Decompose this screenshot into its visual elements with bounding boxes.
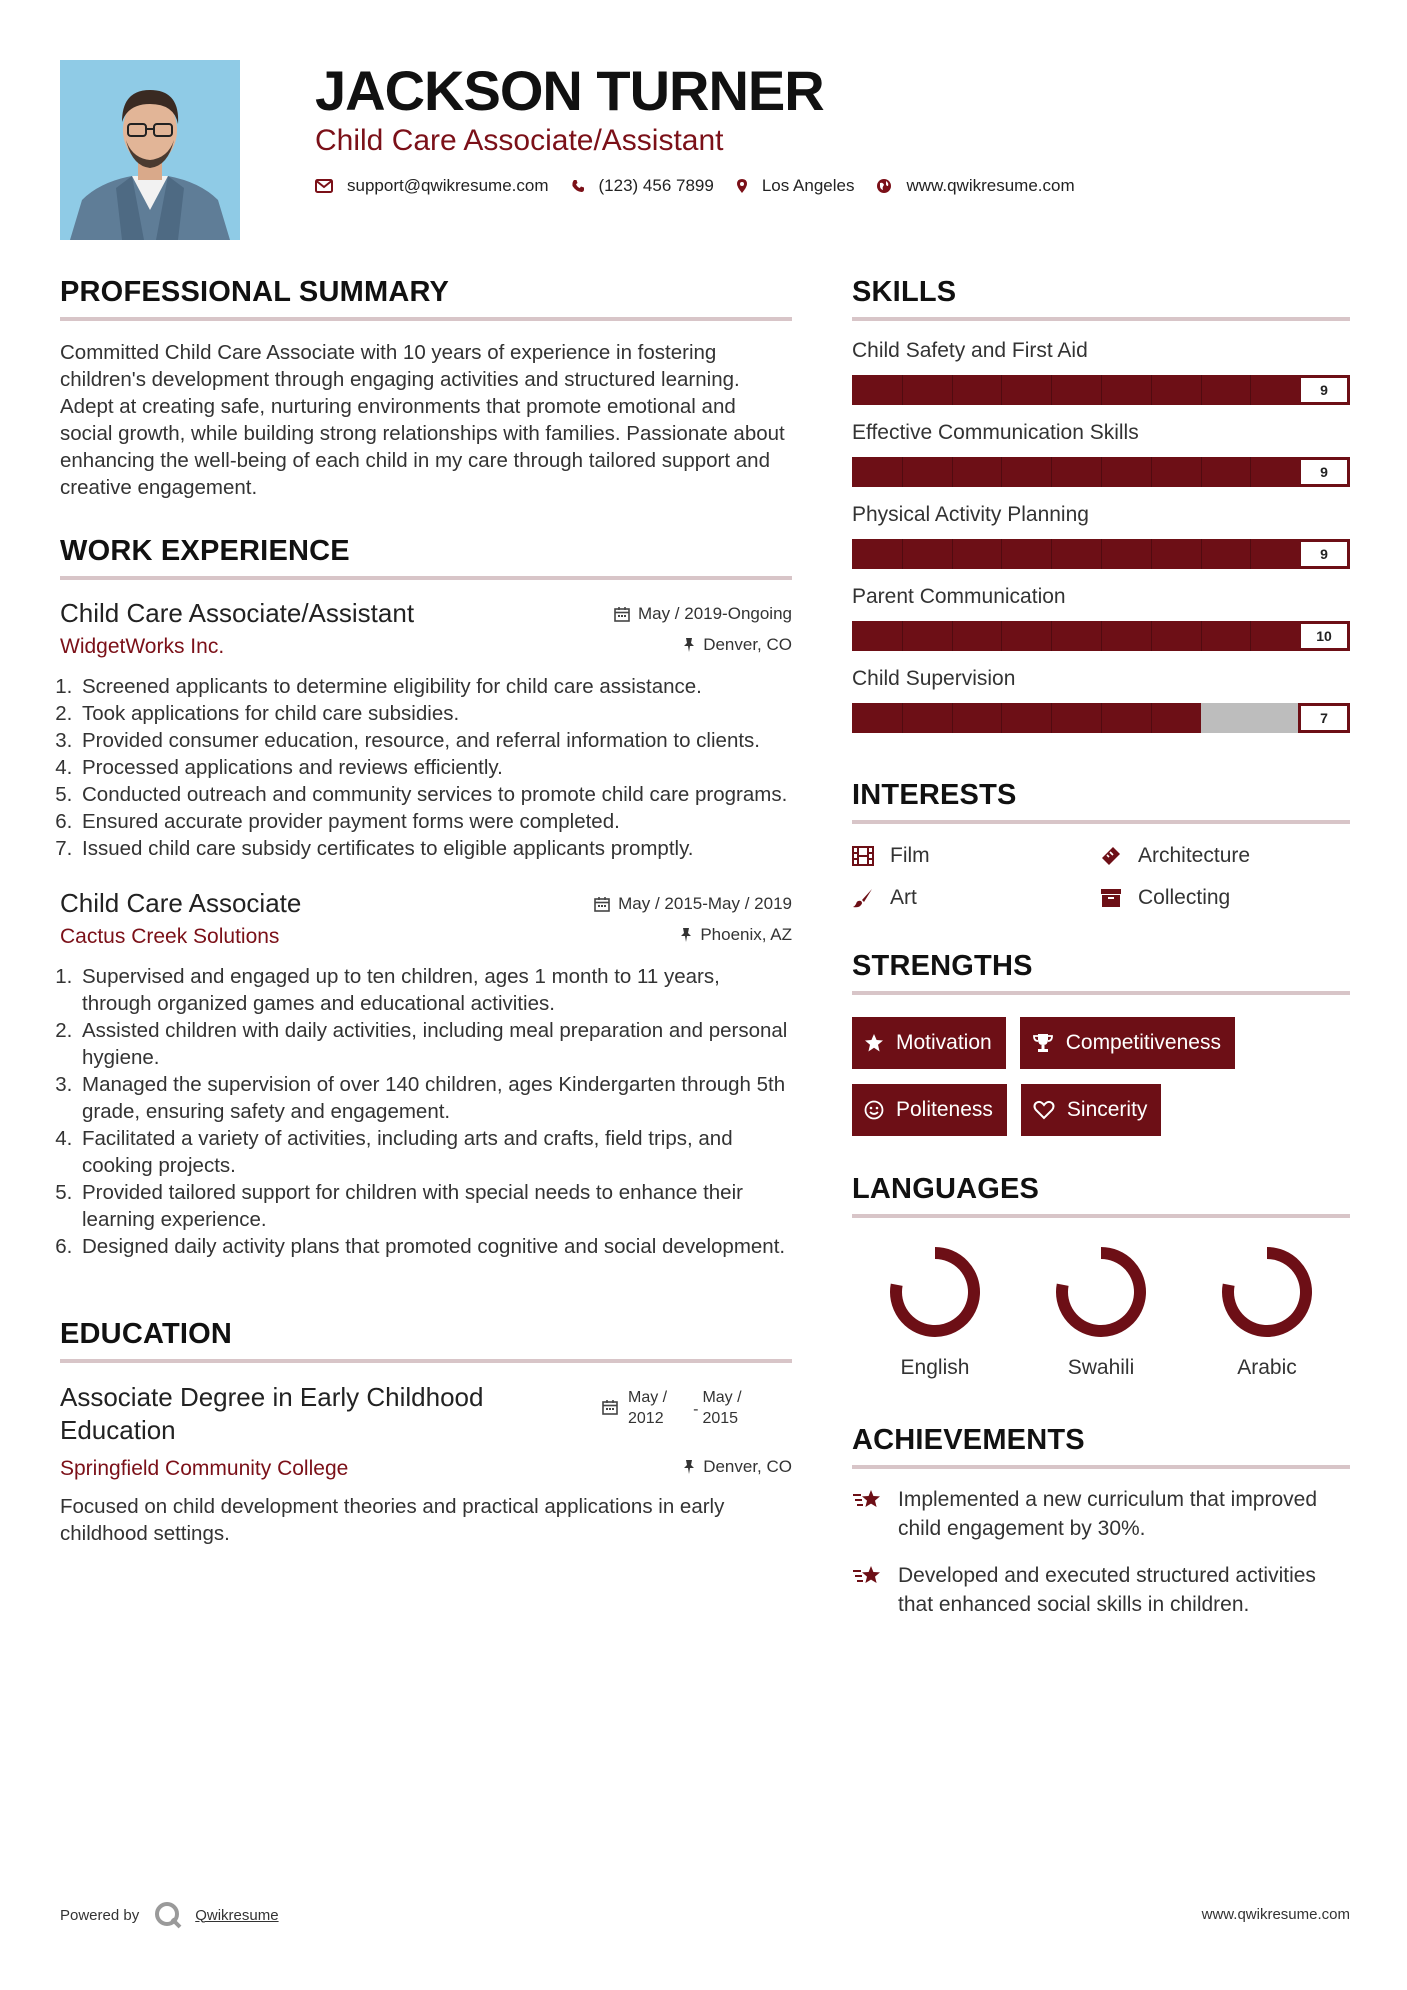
duty-item: 3. Managed the supervision of over 140 children, ages Kindergarten through 5th grade, ensuring safety and engagement.	[78, 1071, 792, 1125]
film-icon	[852, 846, 874, 866]
degree-title: Associate Degree in Early Childhood Education	[60, 1382, 484, 1445]
date-start	[628, 1387, 667, 1429]
language-item	[852, 1246, 1018, 1380]
calendar-icon	[614, 606, 630, 622]
footer-website[interactable]: www.qwikresume.com	[1201, 1906, 1350, 1923]
strength-label: Motivation	[896, 1031, 992, 1054]
skills-heading: SKILLS	[852, 276, 1350, 321]
skill-level: 9	[1298, 375, 1350, 405]
education-description: Focused on child development theories and practical applications in early childhood settings.	[60, 1495, 725, 1545]
language-ring	[889, 1246, 981, 1338]
achievements-list	[852, 1485, 1350, 1619]
education-heading: EDUCATION	[60, 1318, 792, 1363]
summary-text: Committed Child Care Associate with 10 years of experience in fostering children's development through engaging activities and structured learning. Adept at creating safe, nurturing environments that promote emotional and social growth, while building strong relationships with families. Passionate about enhancing the well-being of each child in my care through tailored support and creative engagement.	[60, 341, 785, 499]
skill-segment	[1101, 457, 1151, 487]
skill-item	[852, 339, 1350, 405]
contact-phone[interactable]	[571, 176, 714, 196]
skill-segment	[1001, 539, 1051, 569]
duty-item: 3. Provided consumer education, resource, and referral information to clients.	[78, 727, 792, 754]
qwikresume-link[interactable]: Qwikresume	[195, 1906, 279, 1924]
language-label: Arabic	[1237, 1356, 1297, 1379]
contact-website[interactable]	[876, 176, 1074, 196]
job-title: Child Care Associate/Assistant	[60, 598, 415, 628]
job-location-text: Denver, CO	[703, 635, 792, 654]
education-location	[683, 1457, 792, 1477]
language-item	[1018, 1246, 1184, 1380]
trophy-icon	[1032, 1033, 1054, 1053]
job-date	[594, 894, 792, 914]
duty-item: 5. Provided tailored support for children with special needs to enhance their learning experience.	[78, 1179, 792, 1233]
skill-segment	[1151, 703, 1201, 733]
contact-bar	[315, 176, 1097, 196]
heart-icon	[1033, 1100, 1055, 1120]
strength-badge	[1021, 1084, 1162, 1136]
calendar-icon	[594, 896, 610, 912]
skill-name: Child Safety and First Aid	[852, 339, 1088, 362]
interest-label: Architecture	[1138, 844, 1251, 867]
skill-item	[852, 503, 1350, 569]
skill-segment	[1201, 375, 1251, 405]
job-subheader	[60, 635, 792, 659]
skill-segment	[1051, 703, 1101, 733]
education-subheader	[60, 1457, 792, 1481]
skill-segment	[852, 375, 902, 405]
languages-heading: LANGUAGES	[852, 1173, 1350, 1218]
achievement-text: Developed and executed structured activities that enhanced social skills in children.	[898, 1564, 1316, 1616]
powered-by-label: Powered by	[60, 1906, 140, 1924]
skill-segment	[952, 375, 1002, 405]
job-company: Cactus Creek Solutions	[60, 925, 280, 948]
skill-segment	[852, 457, 902, 487]
contact-email[interactable]	[315, 176, 549, 196]
duty-item: 6. Designed daily activity plans that promoted cognitive and social development.	[78, 1233, 792, 1260]
strength-badge	[852, 1084, 1007, 1136]
map-pin-icon	[736, 178, 748, 194]
language-label: English	[900, 1356, 970, 1379]
skill-segment	[1101, 539, 1151, 569]
language-item	[1184, 1246, 1350, 1380]
globe-icon	[876, 178, 892, 194]
interests-list	[852, 844, 1350, 910]
skill-segment	[1051, 375, 1101, 405]
job-title: Child Care Associate	[60, 888, 302, 918]
achievement-text: Implemented a new curriculum that improved child engagement by 30%.	[898, 1488, 1318, 1540]
duty-item: 4. Processed applications and reviews efficiently.	[78, 754, 792, 781]
job-entry	[60, 598, 792, 862]
skill-segment	[1101, 375, 1151, 405]
job-header	[60, 598, 792, 629]
skill-segment	[1151, 539, 1201, 569]
skill-segment	[952, 621, 1002, 651]
job-date-text: May / 2015-May / 2019	[618, 894, 792, 913]
skill-segment	[1250, 457, 1300, 487]
job-date	[614, 604, 792, 624]
contact-location	[736, 176, 855, 196]
skill-segment	[1101, 621, 1151, 651]
duty-item: 5. Conducted outreach and community services to promote child care programs.	[78, 781, 792, 808]
job-header	[60, 888, 792, 919]
pushpin-icon	[683, 637, 695, 653]
language-ring	[1221, 1246, 1313, 1338]
duty-item: 2. Assisted children with daily activities, including meal preparation and personal hygiene.	[78, 1017, 792, 1071]
interest-item	[852, 844, 1100, 868]
interest-label: Art	[890, 886, 917, 909]
pushpin-icon	[680, 927, 692, 943]
duty-item: 4. Facilitated a variety of activities, including arts and crafts, field trips, and cooking projects.	[78, 1125, 792, 1179]
strengths-list	[852, 1017, 1350, 1151]
calendar-icon	[602, 1399, 618, 1415]
contact-phone-text: (123) 456 7899	[598, 176, 714, 195]
skill-segment	[1151, 375, 1201, 405]
education-header	[60, 1381, 792, 1447]
education-entry	[60, 1381, 792, 1547]
skill-segment	[1151, 621, 1201, 651]
skill-segment	[902, 703, 952, 733]
skill-segment	[1001, 703, 1051, 733]
skill-segment	[1151, 457, 1201, 487]
duty-list	[78, 963, 792, 1260]
interest-label: Collecting	[1138, 886, 1231, 909]
skill-item	[852, 585, 1350, 651]
contact-location-text: Los Angeles	[761, 176, 855, 195]
paintbrush-icon	[852, 887, 874, 909]
school-name: Springfield Community College	[60, 1457, 349, 1480]
skill-segment	[1201, 539, 1251, 569]
candidate-name: JACKSON TURNER	[315, 59, 824, 122]
strength-label: Competitiveness	[1065, 1031, 1221, 1054]
date-start-month: May /	[628, 1389, 668, 1406]
skill-segment	[852, 539, 902, 569]
duty-item: 1. Screened applicants to determine eligibility for child care assistance.	[78, 673, 792, 700]
strength-badge	[1020, 1017, 1235, 1069]
candidate-title: Child Care Associate/Assistant	[315, 124, 724, 157]
education-location-text: Denver, CO	[703, 1457, 792, 1476]
footer-powered-by	[60, 1900, 279, 1930]
job-entry	[60, 888, 792, 1260]
summary-heading: PROFESSIONAL SUMMARY	[60, 276, 792, 321]
ruler-icon	[1100, 845, 1122, 867]
skill-segment	[1250, 539, 1300, 569]
skill-name: Parent Communication	[852, 585, 1066, 608]
strength-label: Sincerity	[1066, 1098, 1148, 1121]
date-start-year: 2012	[628, 1410, 664, 1427]
skill-segment	[1250, 703, 1300, 733]
skill-segment	[902, 375, 952, 405]
skill-name: Effective Communication Skills	[852, 421, 1139, 444]
skill-segment	[1001, 457, 1051, 487]
skills-list	[852, 339, 1350, 733]
language-label: Swahili	[1067, 1356, 1135, 1379]
star-icon	[864, 1033, 884, 1053]
languages-list	[852, 1246, 1350, 1380]
skill-segment	[1250, 375, 1300, 405]
skill-segment	[1051, 621, 1101, 651]
duty-list	[78, 673, 792, 862]
language-ring	[1055, 1246, 1147, 1338]
skill-level: 9	[1298, 539, 1350, 569]
archive-box-icon	[1100, 888, 1122, 908]
interest-item	[852, 886, 1100, 910]
strength-label: Politeness	[896, 1098, 993, 1121]
achievements-heading: ACHIEVEMENTS	[852, 1424, 1350, 1469]
date-separator: -	[693, 1401, 699, 1418]
interest-item	[1100, 886, 1350, 910]
skill-segment	[952, 539, 1002, 569]
skill-segment	[1201, 703, 1251, 733]
contact-website-text: www.qwikresume.com	[906, 176, 1075, 195]
shooting-star-icon	[852, 1563, 884, 1589]
skill-bar	[852, 457, 1350, 487]
date-end-year: 2015	[702, 1410, 739, 1427]
skill-name: Child Supervision	[852, 667, 1016, 690]
shooting-star-icon	[852, 1487, 884, 1513]
duty-item: 1. Supervised and engaged up to ten children, ages 1 month to 11 years, through organized games and educational activities.	[78, 963, 792, 1017]
date-end	[702, 1387, 741, 1429]
skill-bar	[852, 375, 1350, 405]
job-location	[680, 925, 792, 945]
skill-segment	[1001, 375, 1051, 405]
strength-badge	[852, 1017, 1006, 1069]
skill-segment	[1201, 621, 1251, 651]
skill-level: 9	[1298, 457, 1350, 487]
skill-level: 7	[1298, 703, 1350, 733]
skill-segment	[1051, 457, 1101, 487]
skill-segment	[1051, 539, 1101, 569]
strengths-heading: STRENGTHS	[852, 950, 1350, 995]
skill-segment	[852, 703, 902, 733]
achievement-item	[852, 1485, 1350, 1543]
right-column	[852, 276, 1350, 1637]
date-end-month: May /	[702, 1389, 742, 1406]
duty-item: 7. Issued child care subsidy certificates to eligible applicants promptly.	[78, 835, 792, 862]
left-column	[60, 276, 792, 1547]
duty-item: 6. Ensured accurate provider payment forms were completed.	[78, 808, 792, 835]
skill-bar	[852, 539, 1350, 569]
skill-name: Physical Activity Planning	[852, 503, 1089, 526]
job-company: WidgetWorks Inc.	[60, 635, 225, 658]
phone-icon	[571, 179, 585, 193]
job-date-text: May / 2019-Ongoing	[637, 604, 792, 623]
envelope-icon	[315, 179, 333, 193]
qwikresume-logo-icon	[153, 1900, 183, 1930]
interest-label: Film	[890, 844, 930, 867]
smile-icon	[864, 1100, 884, 1120]
skill-segment	[952, 703, 1002, 733]
skill-segment	[902, 621, 952, 651]
achievement-item	[852, 1561, 1350, 1619]
skill-segment	[1101, 703, 1151, 733]
job-subheader	[60, 925, 792, 949]
interests-heading: INTERESTS	[852, 779, 1350, 824]
pushpin-icon	[683, 1459, 695, 1475]
skill-segment	[1001, 621, 1051, 651]
skill-level: 10	[1298, 621, 1350, 651]
duty-item: 2. Took applications for child care subsidies.	[78, 700, 792, 727]
interest-item	[1100, 844, 1350, 868]
education-date	[602, 1387, 792, 1447]
job-location	[683, 635, 792, 655]
skill-item	[852, 421, 1350, 487]
skill-segment	[902, 457, 952, 487]
job-location-text: Phoenix, AZ	[700, 925, 792, 944]
skill-segment	[902, 539, 952, 569]
experience-heading: WORK EXPERIENCE	[60, 535, 792, 580]
skill-segment	[1201, 457, 1251, 487]
skill-segment	[852, 621, 902, 651]
skill-item	[852, 667, 1350, 733]
skill-bar	[852, 621, 1350, 651]
contact-email-text: support@qwikresume.com	[347, 176, 549, 195]
skill-segment	[952, 457, 1002, 487]
profile-photo	[60, 60, 240, 240]
skill-segment	[1250, 621, 1300, 651]
skill-bar	[852, 703, 1350, 733]
